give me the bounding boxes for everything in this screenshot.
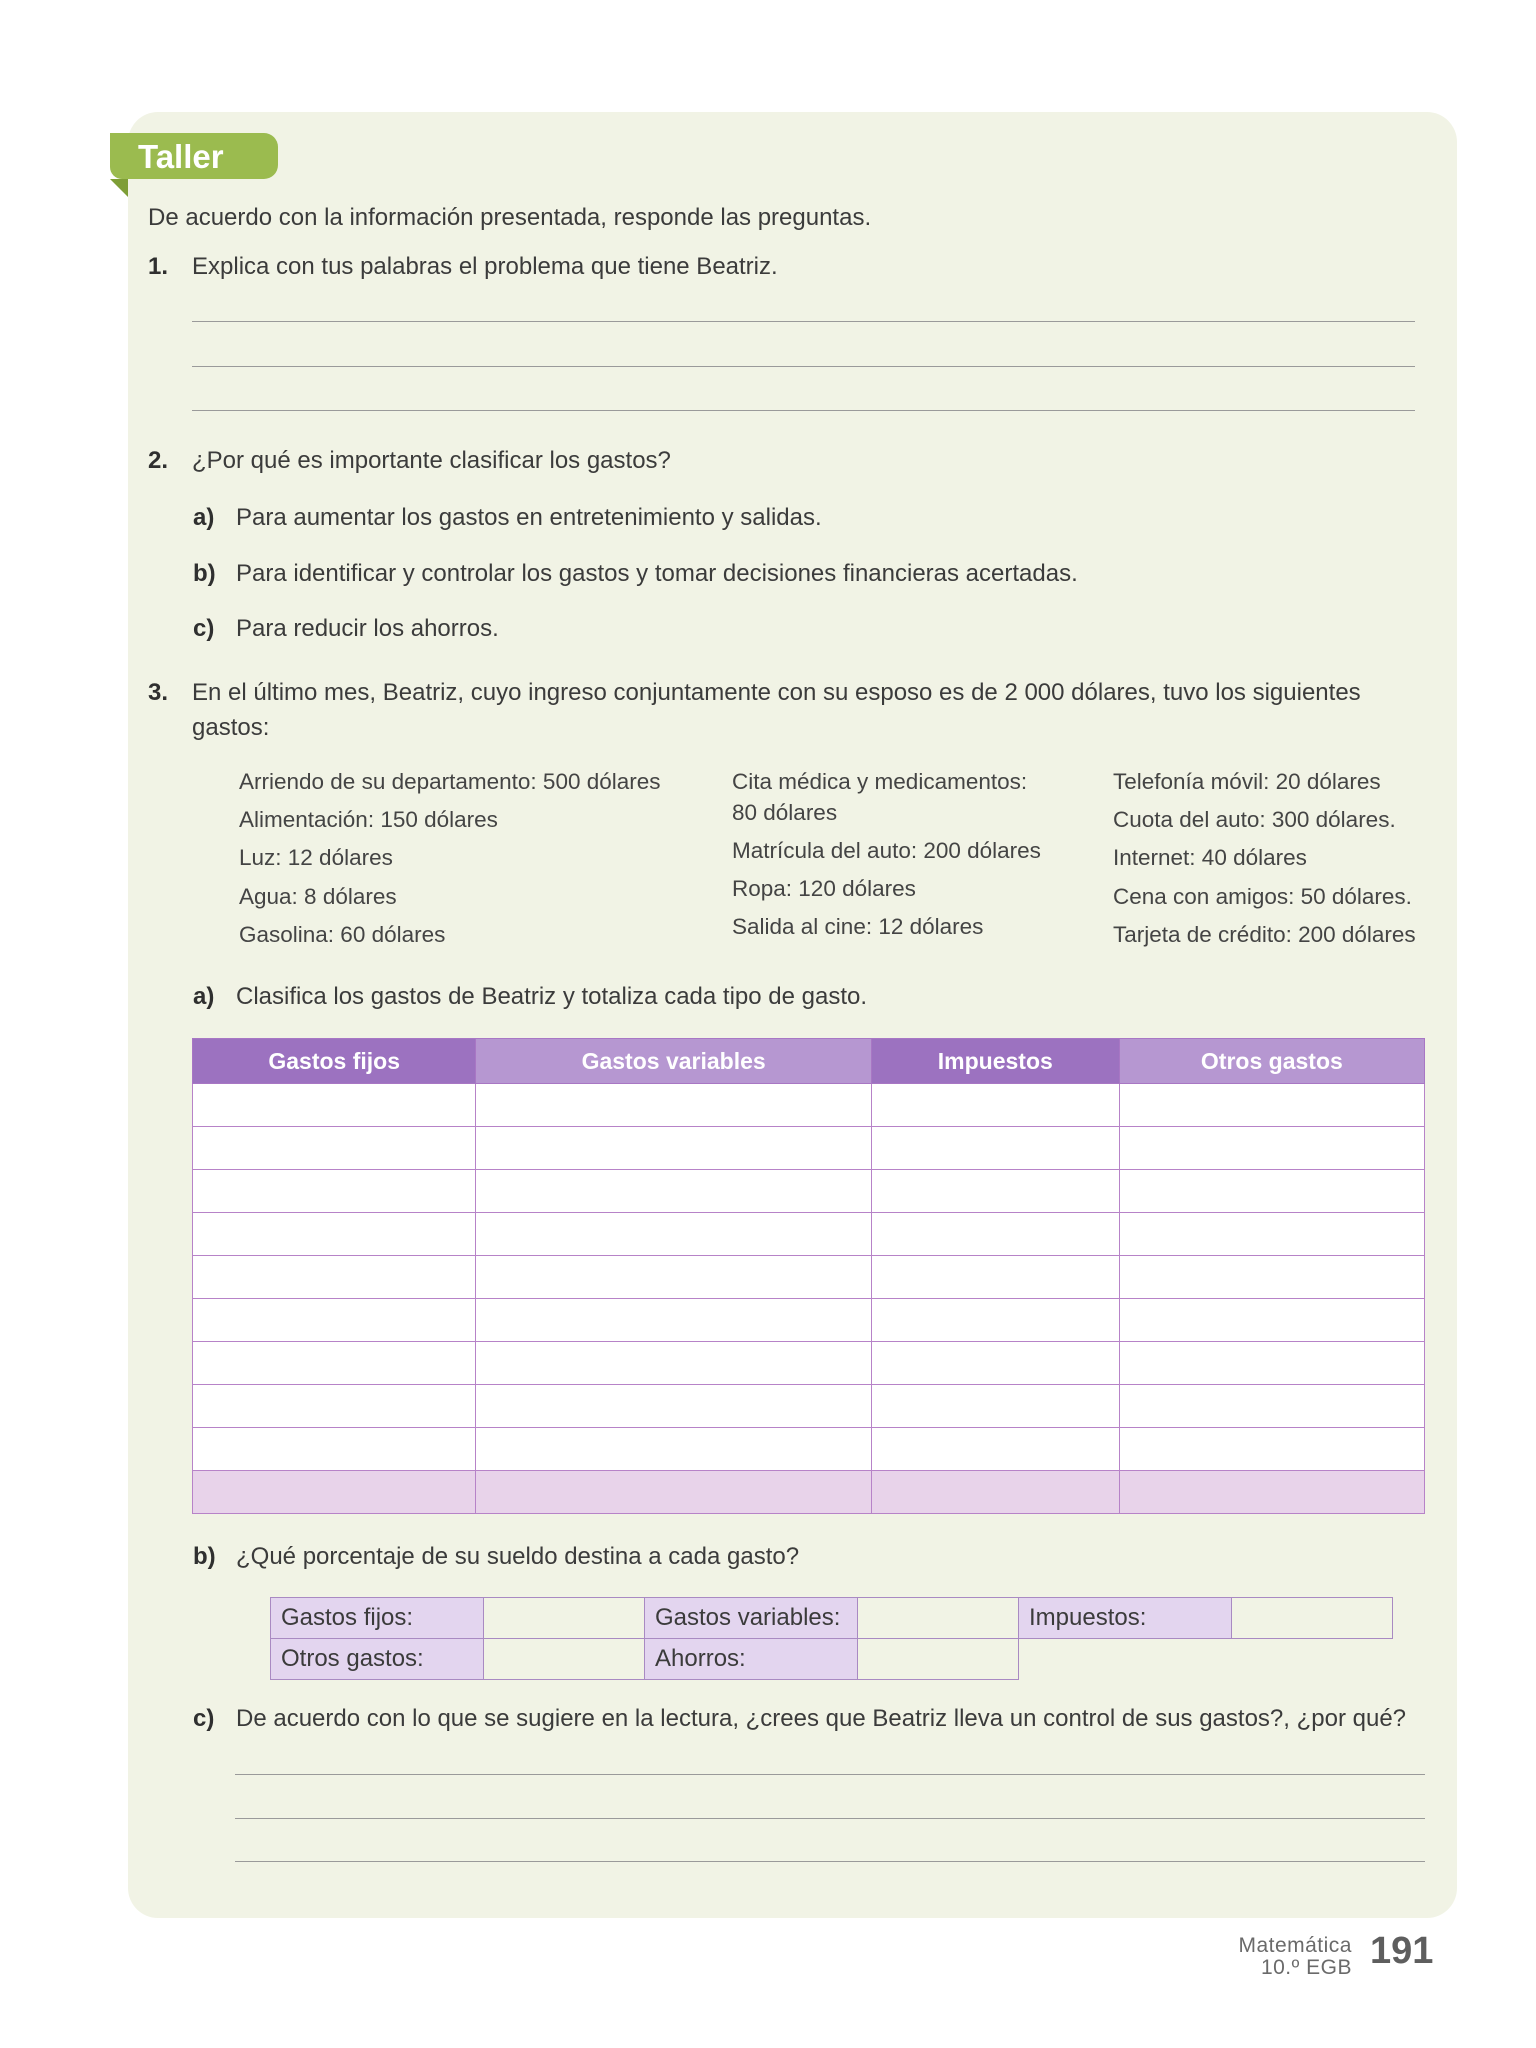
q2-option-c[interactable]: Para reducir los ahorros. xyxy=(236,615,499,642)
q2-option-a-letter: a) xyxy=(193,504,215,531)
table-cell[interactable] xyxy=(871,1385,1119,1428)
table-cell[interactable] xyxy=(193,1256,476,1299)
table-cell[interactable] xyxy=(193,1342,476,1385)
part-b-text: ¿Qué porcentaje de su sueldo destina a cada gasto? xyxy=(236,1543,800,1570)
part-c-answer-line-2[interactable] xyxy=(235,1818,1425,1819)
header-otros-gastos: Otros gastos xyxy=(1119,1039,1424,1084)
table-cell[interactable] xyxy=(871,1299,1119,1342)
table-cell[interactable] xyxy=(1119,1342,1424,1385)
part-b-letter: b) xyxy=(193,1543,216,1570)
expense-item: 80 dólares xyxy=(732,800,838,825)
expense-item: Internet: 40 dólares xyxy=(1113,845,1307,870)
table-cell[interactable] xyxy=(1119,1299,1424,1342)
q1-answer-line-2[interactable] xyxy=(192,366,1415,367)
table-row xyxy=(193,1170,1425,1213)
expense-item: Arriendo de su departamento: 500 dólares xyxy=(239,769,661,794)
expense-item: Agua: 8 dólares xyxy=(239,884,397,909)
table-cell[interactable] xyxy=(1119,1256,1424,1299)
table-cell[interactable] xyxy=(476,1342,871,1385)
label-gastos-fijos: Gastos fijos: xyxy=(271,1598,484,1639)
table-cell[interactable] xyxy=(476,1299,871,1342)
part-a-text: Clasifica los gastos de Beatriz y totaliza cada tipo de gasto. xyxy=(236,983,868,1010)
table-row xyxy=(193,1213,1425,1256)
taller-tab-fold xyxy=(110,179,128,197)
label-ahorros: Ahorros: xyxy=(645,1639,858,1680)
expense-item: Matrícula del auto: 200 dólares xyxy=(732,838,1041,863)
q2-number: 2. xyxy=(148,447,169,474)
table-cell[interactable] xyxy=(193,1428,476,1471)
total-row xyxy=(193,1471,1425,1514)
part-a-letter: a) xyxy=(193,983,215,1010)
table-row xyxy=(193,1385,1425,1428)
value-impuestos[interactable] xyxy=(1232,1598,1393,1639)
part-c-answer-line-3[interactable] xyxy=(235,1861,1425,1862)
table-cell[interactable] xyxy=(476,1256,871,1299)
table-cell[interactable] xyxy=(193,1127,476,1170)
expense-item: Luz: 12 dólares xyxy=(239,845,393,870)
table-row xyxy=(193,1428,1425,1471)
expense-item: Cena con amigos: 50 dólares. xyxy=(1113,884,1412,909)
taller-title: Taller xyxy=(138,138,224,175)
empty-cell xyxy=(1019,1639,1393,1680)
q1-answer-line-1[interactable] xyxy=(192,321,1415,322)
total-cell[interactable] xyxy=(871,1471,1119,1514)
expense-item: Cita médica y medicamentos: xyxy=(732,769,1028,794)
footer-grade: 10.º EGB xyxy=(1260,1956,1352,1979)
value-otros-gastos[interactable] xyxy=(484,1639,645,1680)
table-row xyxy=(193,1342,1425,1385)
table-cell[interactable] xyxy=(1119,1428,1424,1471)
footer-subject xyxy=(1238,1935,1352,1979)
expense-item: Gasolina: 60 dólares xyxy=(239,922,446,947)
page-number: 191 xyxy=(1370,1930,1434,1972)
table-cell[interactable] xyxy=(193,1213,476,1256)
total-cell[interactable] xyxy=(476,1471,871,1514)
expense-item: Alimentación: 150 dólares xyxy=(239,807,498,832)
table-cell[interactable] xyxy=(1119,1213,1424,1256)
header-gastos-fijos: Gastos fijos xyxy=(193,1039,476,1084)
q3-number: 3. xyxy=(148,679,169,706)
table-cell[interactable] xyxy=(871,1170,1119,1213)
table-cell[interactable] xyxy=(193,1170,476,1213)
q2-option-b[interactable]: Para identificar y controlar los gastos y tomar decisiones financieras acertadas. xyxy=(236,560,1078,587)
intro-text: De acuerdo con la información presentada, responde las preguntas. xyxy=(148,204,872,231)
table-cell[interactable] xyxy=(476,1385,871,1428)
q3-text-line1: En el último mes, Beatriz, cuyo ingreso conjuntamente con su esposo es de 2 000 dólares, tuvo los siguientes xyxy=(192,679,1361,706)
q2-text: ¿Por qué es importante clasificar los gastos? xyxy=(192,447,671,474)
expense-item: Salida al cine: 12 dólares xyxy=(732,914,984,939)
table-cell[interactable] xyxy=(871,1084,1119,1127)
q1-number: 1. xyxy=(148,253,169,280)
table-cell[interactable] xyxy=(476,1170,871,1213)
table-cell[interactable] xyxy=(193,1084,476,1127)
table-cell[interactable] xyxy=(193,1385,476,1428)
expense-item: Telefonía móvil: 20 dólares xyxy=(1113,769,1381,794)
table-cell[interactable] xyxy=(193,1299,476,1342)
value-gastos-variables[interactable] xyxy=(858,1598,1019,1639)
total-cell[interactable] xyxy=(1119,1471,1424,1514)
table-cell[interactable] xyxy=(1119,1084,1424,1127)
q1-answer-line-3[interactable] xyxy=(192,410,1415,411)
table-cell[interactable] xyxy=(871,1342,1119,1385)
table-row xyxy=(193,1299,1425,1342)
table-cell[interactable] xyxy=(871,1256,1119,1299)
footer-subject-name: Matemática xyxy=(1238,1934,1352,1957)
part-c-letter: c) xyxy=(193,1705,215,1732)
value-ahorros[interactable] xyxy=(858,1639,1019,1680)
table-row xyxy=(193,1127,1425,1170)
table-row xyxy=(193,1084,1425,1127)
table-cell[interactable] xyxy=(871,1127,1119,1170)
value-gastos-fijos[interactable] xyxy=(484,1598,645,1639)
label-otros-gastos: Otros gastos: xyxy=(271,1639,484,1680)
header-gastos-variables: Gastos variables xyxy=(476,1039,871,1084)
expense-item: Tarjeta de crédito: 200 dólares xyxy=(1113,922,1416,947)
expense-item: Cuota del auto: 300 dólares. xyxy=(1113,807,1396,832)
q2-option-c-letter: c) xyxy=(193,615,215,642)
q1-text: Explica con tus palabras el problema que tiene Beatriz. xyxy=(192,253,778,280)
table-cell[interactable] xyxy=(1119,1170,1424,1213)
table-row xyxy=(193,1256,1425,1299)
table-cell[interactable] xyxy=(476,1084,871,1127)
header-impuestos: Impuestos xyxy=(871,1039,1119,1084)
table-cell[interactable] xyxy=(871,1213,1119,1256)
table-cell[interactable] xyxy=(1119,1385,1424,1428)
part-c-answer-line-1[interactable] xyxy=(235,1774,1425,1775)
table-cell[interactable] xyxy=(476,1213,871,1256)
q3-text-line2: gastos: xyxy=(192,714,270,741)
label-gastos-variables: Gastos variables: xyxy=(645,1598,858,1639)
label-impuestos: Impuestos: xyxy=(1019,1598,1232,1639)
part-c-text: De acuerdo con lo que se sugiere en la lectura, ¿crees que Beatriz lleva un control de sus gastos?, ¿por qué? xyxy=(236,1705,1407,1732)
q2-option-b-letter: b) xyxy=(193,560,216,587)
table-cell[interactable] xyxy=(476,1428,871,1471)
table-cell[interactable] xyxy=(476,1127,871,1170)
expense-item: Ropa: 120 dólares xyxy=(732,876,916,901)
q2-option-a[interactable]: Para aumentar los gastos en entretenimiento y salidas. xyxy=(236,504,822,531)
total-cell[interactable] xyxy=(193,1471,476,1514)
table-cell[interactable] xyxy=(1119,1127,1424,1170)
percentage-table xyxy=(270,1597,1393,1680)
classification-table xyxy=(192,1038,1425,1514)
table-cell[interactable] xyxy=(871,1428,1119,1471)
